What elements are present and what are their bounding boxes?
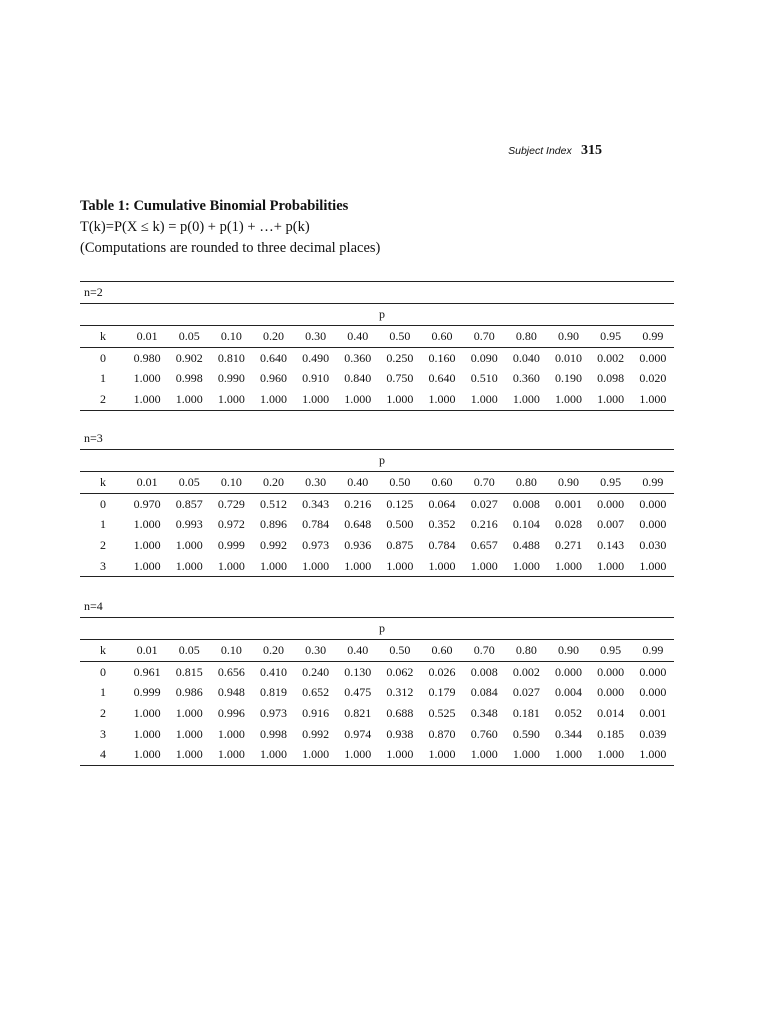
probability-cell: 1.000 xyxy=(512,747,540,762)
probability-cell: 1.000 xyxy=(175,537,203,552)
table-block-n-2 xyxy=(80,281,674,411)
k-header: k xyxy=(100,328,106,343)
probability-cell: 0.640 xyxy=(259,350,287,365)
probability-cell: 0.125 xyxy=(386,496,414,511)
probability-cell: 0.000 xyxy=(639,664,667,679)
probability-cell: 0.652 xyxy=(302,685,330,700)
p-value-header: 0.40 xyxy=(347,328,369,343)
probability-table xyxy=(80,618,674,766)
p-value-header: 0.30 xyxy=(305,642,327,657)
probability-cell: 0.986 xyxy=(175,685,203,700)
p-value-header: 0.20 xyxy=(262,642,284,657)
n-label: n=4 xyxy=(80,596,674,618)
probability-cell: 1.000 xyxy=(133,537,161,552)
probability-cell: 0.008 xyxy=(470,664,498,679)
p-value-header: 0.95 xyxy=(600,642,622,657)
p-value-header: 0.60 xyxy=(431,642,453,657)
probability-cell: 0.821 xyxy=(344,705,372,720)
probability-cell: 1.000 xyxy=(470,558,498,573)
probability-cell: 0.052 xyxy=(554,705,582,720)
p-value-header: 0.20 xyxy=(262,328,284,343)
probability-cell: 1.000 xyxy=(259,558,287,573)
probability-cell: 0.970 xyxy=(133,496,161,511)
probability-cell: 0.475 xyxy=(344,685,372,700)
probability-cell: 0.910 xyxy=(302,371,330,386)
p-value-header: 0.01 xyxy=(136,642,158,657)
table-row xyxy=(80,514,674,535)
table-caption xyxy=(80,196,380,259)
p-value-header: 0.05 xyxy=(178,328,200,343)
probability-cell: 1.000 xyxy=(512,391,540,406)
table-row xyxy=(80,682,674,703)
p-header-row xyxy=(80,450,674,472)
probability-cell: 0.250 xyxy=(386,350,414,365)
p-value-header: 0.99 xyxy=(642,328,664,343)
probability-cell: 1.000 xyxy=(428,558,456,573)
probability-cell: 1.000 xyxy=(302,391,330,406)
probability-cell: 0.998 xyxy=(175,371,203,386)
probability-cell: 1.000 xyxy=(344,558,372,573)
probability-cell: 1.000 xyxy=(428,747,456,762)
p-label: p xyxy=(379,621,385,635)
n-label: n=3 xyxy=(80,428,674,450)
probability-cell: 0.160 xyxy=(428,350,456,365)
probability-cell: 0.028 xyxy=(554,517,582,532)
table-block-n-3 xyxy=(80,428,674,577)
probability-cell: 0.027 xyxy=(512,685,540,700)
probability-cell: 0.840 xyxy=(344,371,372,386)
probability-cell: 0.512 xyxy=(259,496,287,511)
probability-cell: 0.360 xyxy=(512,371,540,386)
p-value-header: 0.10 xyxy=(220,474,242,489)
p-header-row xyxy=(80,304,674,326)
probability-cell: 0.040 xyxy=(512,350,540,365)
probability-cell: 0.936 xyxy=(344,537,372,552)
probability-cell: 0.000 xyxy=(597,685,625,700)
probability-cell: 0.104 xyxy=(512,517,540,532)
p-value-header: 0.50 xyxy=(389,474,411,489)
probability-cell: 0.810 xyxy=(217,350,245,365)
probability-cell: 1.000 xyxy=(175,747,203,762)
k-value: 0 xyxy=(100,350,106,365)
probability-cell: 0.008 xyxy=(512,496,540,511)
p-value-header: 0.90 xyxy=(557,474,579,489)
probability-cell: 0.000 xyxy=(554,664,582,679)
probability-cell: 0.000 xyxy=(639,350,667,365)
p-value-header: 0.50 xyxy=(389,328,411,343)
probability-cell: 1.000 xyxy=(217,726,245,741)
probability-cell: 1.000 xyxy=(639,747,667,762)
probability-cell: 0.027 xyxy=(470,496,498,511)
table-row xyxy=(80,493,674,514)
probability-cell: 1.000 xyxy=(554,747,582,762)
probability-cell: 0.010 xyxy=(554,350,582,365)
table-row xyxy=(80,556,674,577)
probability-cell: 0.974 xyxy=(344,726,372,741)
probability-cell: 1.000 xyxy=(302,558,330,573)
probability-cell: 0.750 xyxy=(386,371,414,386)
probability-cell: 0.819 xyxy=(259,685,287,700)
probability-cell: 1.000 xyxy=(386,747,414,762)
p-label: p xyxy=(379,453,385,467)
probability-cell: 0.500 xyxy=(386,517,414,532)
probability-cell: 1.000 xyxy=(639,391,667,406)
p-value-header: 0.80 xyxy=(515,328,537,343)
probability-cell: 0.784 xyxy=(428,537,456,552)
probability-cell: 0.001 xyxy=(554,496,582,511)
probability-cell: 0.007 xyxy=(597,517,625,532)
p-value-header: 0.10 xyxy=(220,328,242,343)
probability-cell: 0.190 xyxy=(554,371,582,386)
probability-cell: 1.000 xyxy=(133,391,161,406)
k-value: 3 xyxy=(100,726,106,741)
probability-cell: 0.179 xyxy=(428,685,456,700)
p-value-header: 0.70 xyxy=(473,642,495,657)
probability-cell: 0.784 xyxy=(302,517,330,532)
k-value: 0 xyxy=(100,496,106,511)
probability-cell: 0.996 xyxy=(217,705,245,720)
probability-cell: 1.000 xyxy=(133,517,161,532)
p-value-header: 0.80 xyxy=(515,642,537,657)
p-value-header: 0.90 xyxy=(557,642,579,657)
k-value: 1 xyxy=(100,517,106,532)
page-number: 315 xyxy=(581,143,602,158)
probability-cell: 0.590 xyxy=(512,726,540,741)
running-head xyxy=(80,142,602,159)
probability-cell: 0.001 xyxy=(639,705,667,720)
probability-cell: 0.343 xyxy=(302,496,330,511)
p-value-header: 0.50 xyxy=(389,642,411,657)
column-header-row xyxy=(80,640,674,662)
probability-cell: 1.000 xyxy=(428,391,456,406)
p-value-header: 0.20 xyxy=(262,474,284,489)
p-value-header: 0.60 xyxy=(431,474,453,489)
table-row xyxy=(80,535,674,556)
probability-cell: 0.948 xyxy=(217,685,245,700)
p-value-header: 0.99 xyxy=(642,474,664,489)
probability-cell: 0.090 xyxy=(470,350,498,365)
probability-cell: 1.000 xyxy=(512,558,540,573)
probability-cell: 0.143 xyxy=(597,537,625,552)
probability-cell: 1.000 xyxy=(639,558,667,573)
probability-cell: 0.352 xyxy=(428,517,456,532)
n-label: n=2 xyxy=(80,282,674,304)
probability-cell: 0.815 xyxy=(175,664,203,679)
probability-cell: 0.312 xyxy=(386,685,414,700)
probability-cell: 0.084 xyxy=(470,685,498,700)
k-value: 1 xyxy=(100,371,106,386)
p-value-header: 0.70 xyxy=(473,328,495,343)
p-value-header: 0.01 xyxy=(136,474,158,489)
probability-cell: 1.000 xyxy=(133,747,161,762)
probability-cell: 1.000 xyxy=(386,391,414,406)
probability-cell: 1.000 xyxy=(259,747,287,762)
probability-cell: 0.026 xyxy=(428,664,456,679)
k-value: 3 xyxy=(100,558,106,573)
k-value: 2 xyxy=(100,391,106,406)
column-header-row xyxy=(80,326,674,348)
probability-cell: 0.216 xyxy=(344,496,372,511)
probability-cell: 0.039 xyxy=(639,726,667,741)
probability-cell: 0.729 xyxy=(217,496,245,511)
probability-cell: 0.973 xyxy=(259,705,287,720)
k-header: k xyxy=(100,642,106,657)
probability-cell: 1.000 xyxy=(554,391,582,406)
probability-cell: 0.999 xyxy=(217,537,245,552)
p-value-header: 0.95 xyxy=(600,328,622,343)
p-value-header: 0.30 xyxy=(305,474,327,489)
probability-cell: 0.098 xyxy=(597,371,625,386)
probability-cell: 1.000 xyxy=(386,558,414,573)
probability-cell: 1.000 xyxy=(133,726,161,741)
probability-cell: 1.000 xyxy=(175,705,203,720)
probability-cell: 0.992 xyxy=(302,726,330,741)
probability-cell: 0.216 xyxy=(470,517,498,532)
probability-cell: 1.000 xyxy=(217,391,245,406)
probability-cell: 0.973 xyxy=(302,537,330,552)
column-header-row xyxy=(80,472,674,494)
probability-cell: 0.000 xyxy=(639,517,667,532)
probability-cell: 0.999 xyxy=(133,685,161,700)
probability-cell: 0.030 xyxy=(639,537,667,552)
section-label: Subject Index xyxy=(508,145,572,157)
probability-cell: 0.875 xyxy=(386,537,414,552)
p-value-header: 0.05 xyxy=(178,474,200,489)
probability-table xyxy=(80,450,674,577)
probability-cell: 0.972 xyxy=(217,517,245,532)
probability-cell: 1.000 xyxy=(344,391,372,406)
probability-cell: 1.000 xyxy=(175,558,203,573)
probability-cell: 0.181 xyxy=(512,705,540,720)
k-value: 2 xyxy=(100,705,106,720)
p-value-header: 0.10 xyxy=(220,642,242,657)
probability-cell: 0.938 xyxy=(386,726,414,741)
p-value-header: 0.40 xyxy=(347,642,369,657)
p-value-header: 0.60 xyxy=(431,328,453,343)
probability-cell: 1.000 xyxy=(344,747,372,762)
probability-cell: 1.000 xyxy=(597,747,625,762)
p-value-header: 0.99 xyxy=(642,642,664,657)
table-row xyxy=(80,661,674,682)
probability-cell: 1.000 xyxy=(597,391,625,406)
probability-cell: 0.004 xyxy=(554,685,582,700)
table-row xyxy=(80,703,674,724)
probability-cell: 0.657 xyxy=(470,537,498,552)
probability-cell: 0.020 xyxy=(639,371,667,386)
probability-cell: 0.014 xyxy=(597,705,625,720)
probability-cell: 1.000 xyxy=(302,747,330,762)
probability-table xyxy=(80,304,674,411)
probability-cell: 0.993 xyxy=(175,517,203,532)
probability-cell: 0.902 xyxy=(175,350,203,365)
probability-cell: 0.185 xyxy=(597,726,625,741)
probability-cell: 0.688 xyxy=(386,705,414,720)
k-value: 4 xyxy=(100,747,106,762)
p-value-header: 0.30 xyxy=(305,328,327,343)
probability-cell: 0.064 xyxy=(428,496,456,511)
probability-cell: 0.000 xyxy=(639,685,667,700)
probability-cell: 0.000 xyxy=(639,496,667,511)
p-value-header: 0.01 xyxy=(136,328,158,343)
probability-cell: 0.000 xyxy=(597,496,625,511)
probability-cell: 0.360 xyxy=(344,350,372,365)
probability-cell: 0.348 xyxy=(470,705,498,720)
probability-cell: 0.870 xyxy=(428,726,456,741)
probability-cell: 0.488 xyxy=(512,537,540,552)
k-value: 1 xyxy=(100,685,106,700)
probability-cell: 1.000 xyxy=(470,747,498,762)
probability-cell: 0.992 xyxy=(259,537,287,552)
probability-cell: 0.857 xyxy=(175,496,203,511)
probability-cell: 0.998 xyxy=(259,726,287,741)
k-value: 2 xyxy=(100,537,106,552)
probability-cell: 0.490 xyxy=(302,350,330,365)
table-row xyxy=(80,389,674,410)
probability-cell: 0.130 xyxy=(344,664,372,679)
probability-cell: 1.000 xyxy=(175,726,203,741)
table-note: (Computations are rounded to three decimal places) xyxy=(80,240,381,256)
p-label: p xyxy=(379,307,385,321)
probability-cell: 0.916 xyxy=(302,705,330,720)
p-value-header: 0.95 xyxy=(600,474,622,489)
k-header: k xyxy=(100,474,106,489)
probability-cell: 1.000 xyxy=(259,391,287,406)
table-block-n-4 xyxy=(80,596,674,766)
p-value-header: 0.05 xyxy=(178,642,200,657)
probability-cell: 0.002 xyxy=(512,664,540,679)
probability-cell: 0.656 xyxy=(217,664,245,679)
probability-cell: 1.000 xyxy=(217,558,245,573)
table-row xyxy=(80,368,674,389)
probability-cell: 1.000 xyxy=(554,558,582,573)
p-header-row xyxy=(80,618,674,640)
probability-cell: 0.271 xyxy=(554,537,582,552)
probability-cell: 1.000 xyxy=(175,391,203,406)
probability-cell: 0.960 xyxy=(259,371,287,386)
probability-cell: 1.000 xyxy=(133,371,161,386)
table-row xyxy=(80,347,674,368)
probability-cell: 0.002 xyxy=(597,350,625,365)
probability-cell: 0.240 xyxy=(302,664,330,679)
probability-cell: 0.000 xyxy=(597,664,625,679)
probability-cell: 1.000 xyxy=(217,747,245,762)
probability-cell: 0.961 xyxy=(133,664,161,679)
probability-cell: 0.640 xyxy=(428,371,456,386)
p-value-header: 0.70 xyxy=(473,474,495,489)
probability-cell: 1.000 xyxy=(470,391,498,406)
probability-cell: 0.410 xyxy=(259,664,287,679)
probability-cell: 1.000 xyxy=(133,558,161,573)
table-formula: T(k)=P(X ≤ k) = p(0) + p(1) + …+ p(k) xyxy=(80,219,310,235)
probability-cell: 0.062 xyxy=(386,664,414,679)
probability-cell: 0.510 xyxy=(470,371,498,386)
probability-cell: 0.344 xyxy=(554,726,582,741)
table-row xyxy=(80,724,674,745)
probability-cell: 0.525 xyxy=(428,705,456,720)
probability-cell: 0.760 xyxy=(470,726,498,741)
p-value-header: 0.80 xyxy=(515,474,537,489)
probability-cell: 0.990 xyxy=(217,371,245,386)
probability-cell: 1.000 xyxy=(133,705,161,720)
probability-cell: 0.648 xyxy=(344,517,372,532)
k-value: 0 xyxy=(100,664,106,679)
p-value-header: 0.90 xyxy=(557,328,579,343)
probability-cell: 0.980 xyxy=(133,350,161,365)
table-title: Table 1: Cumulative Binomial Probabilities xyxy=(80,198,349,214)
table-row xyxy=(80,744,674,765)
probability-cell: 1.000 xyxy=(597,558,625,573)
probability-cell: 0.896 xyxy=(259,517,287,532)
p-value-header: 0.40 xyxy=(347,474,369,489)
